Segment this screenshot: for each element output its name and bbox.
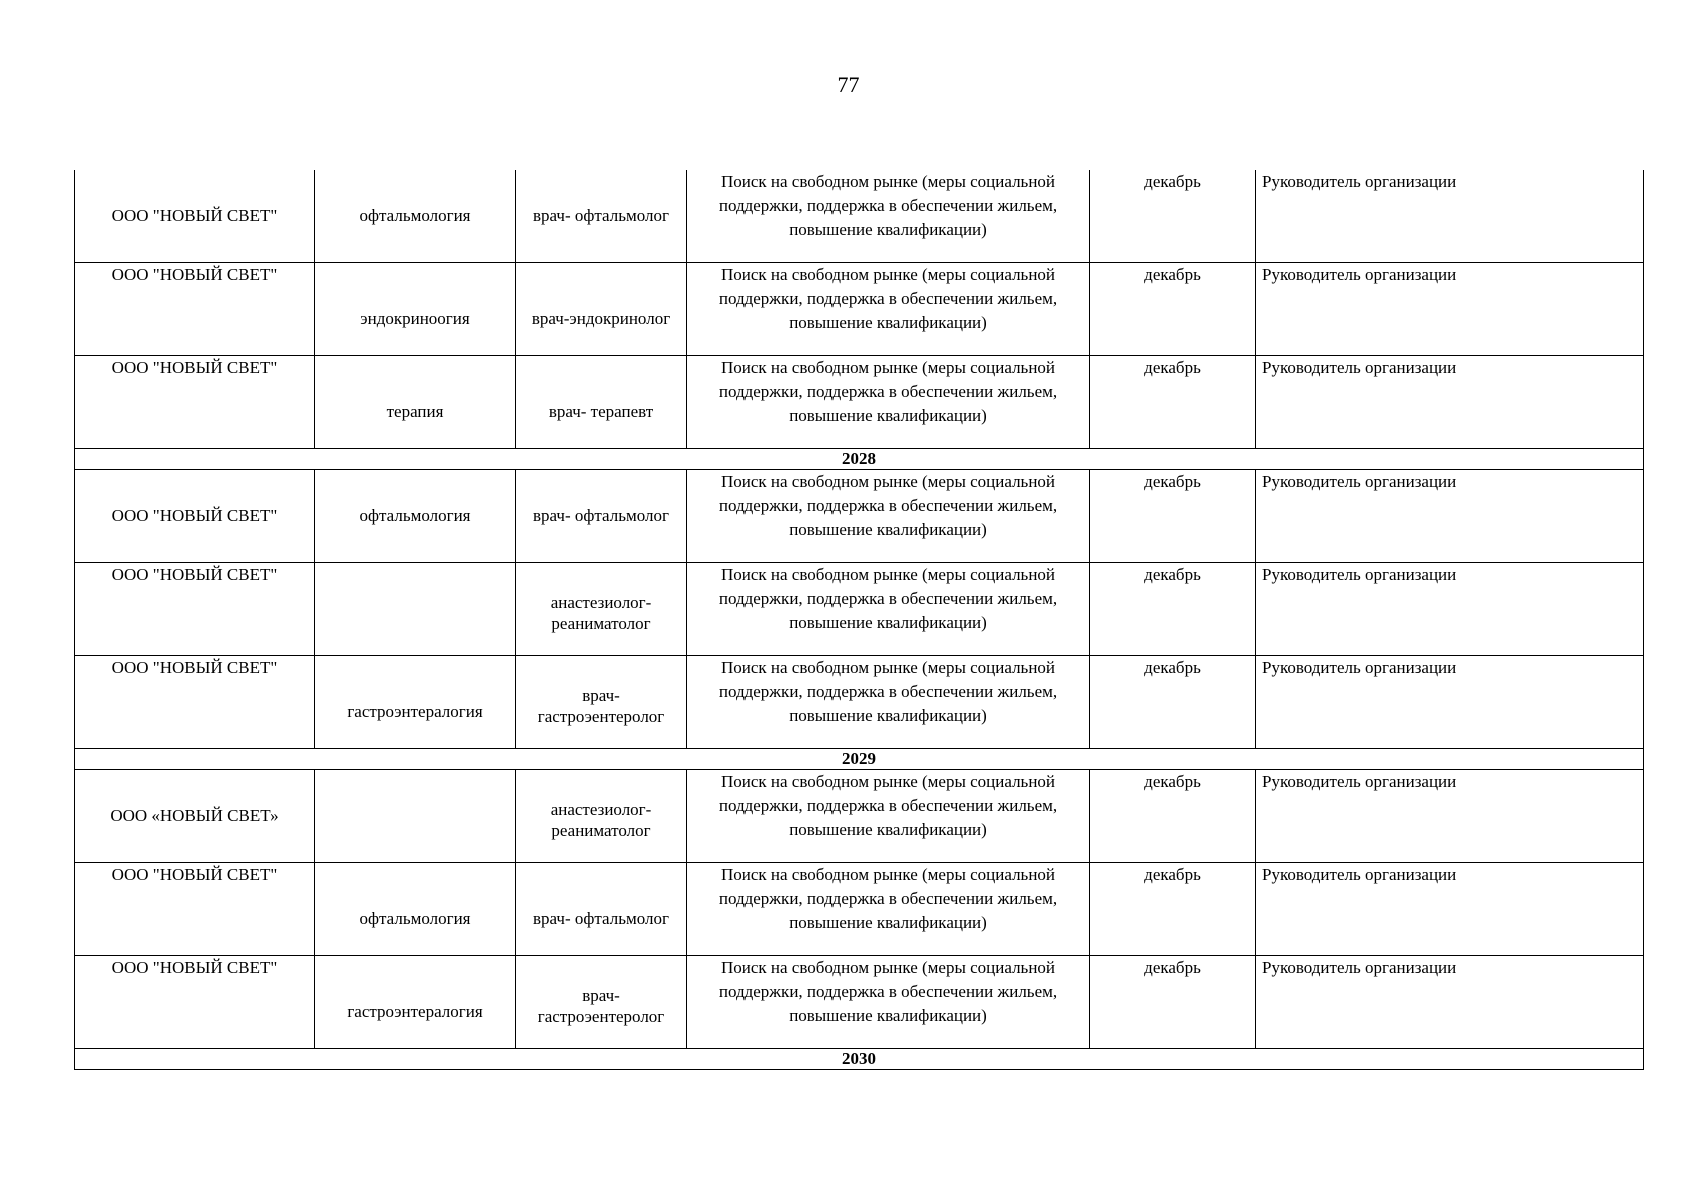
specialty-cell [315, 470, 516, 563]
position-cell [516, 770, 687, 863]
specialty-cell [315, 263, 516, 356]
position-cell [516, 863, 687, 956]
table-row [75, 563, 1644, 656]
responsible-cell: Руководитель организации [1256, 656, 1644, 749]
table-row [75, 656, 1644, 749]
position-text: врач- терапевт [548, 402, 654, 421]
measure-cell: Поиск на свободном рынке (меры социальной поддержки, поддержка в обеспечении жильем, повышение квалификации) [687, 170, 1090, 263]
position-cell [516, 470, 687, 563]
position-cell [516, 956, 687, 1049]
position-cell [516, 170, 687, 263]
measure-cell: Поиск на свободном рынке (меры социальной поддержки, поддержка в обеспечении жильем, повышение квалификации) [687, 263, 1090, 356]
year-row [75, 749, 1644, 770]
term-cell: декабрь [1090, 356, 1256, 449]
term-cell: декабрь [1090, 170, 1256, 263]
organization-cell: ООО "НОВЫЙ СВЕТ" [75, 563, 315, 656]
specialty-text: эндокриноогия [360, 309, 470, 328]
table-row [75, 263, 1644, 356]
term-cell: декабрь [1090, 656, 1256, 749]
specialty-text: офтальмология [359, 909, 471, 928]
position-line: анастезиолог- [550, 593, 652, 612]
position-line: врач- [582, 686, 620, 705]
term-cell: декабрь [1090, 470, 1256, 563]
responsible-cell: Руководитель организации [1256, 863, 1644, 956]
position-line: гастроэентеролог [537, 707, 665, 726]
organization-cell: ООО "НОВЫЙ СВЕТ" [75, 356, 315, 449]
year-label: 2029 [75, 749, 1644, 770]
organization-cell: ООО "НОВЫЙ СВЕТ" [75, 956, 315, 1049]
measure-cell: Поиск на свободном рынке (меры социальной поддержки, поддержка в обеспечении жильем, повышение квалификации) [687, 656, 1090, 749]
position-cell [516, 356, 687, 449]
specialty-cell [315, 956, 516, 1049]
position-line: реаниматолог [551, 821, 651, 840]
measure-cell: Поиск на свободном рынке (меры социальной поддержки, поддержка в обеспечении жильем, повышение квалификации) [687, 563, 1090, 656]
position-line: анастезиолог- [550, 800, 652, 819]
specialty-text: гастроэнтералогия [347, 1002, 483, 1021]
specialty-text: гастроэнтералогия [347, 702, 483, 721]
staffing-plan-table [74, 170, 1644, 1070]
term-cell: декабрь [1090, 863, 1256, 956]
page-number: 77 [837, 72, 860, 97]
organization-cell: ООО «НОВЫЙ СВЕТ» [75, 770, 315, 863]
specialty-cell [315, 770, 516, 863]
position-text: врач- офтальмолог [533, 206, 669, 225]
table-row [75, 170, 1644, 263]
responsible-cell: Руководитель организации [1256, 563, 1644, 656]
position-cell [516, 563, 687, 656]
term-cell: декабрь [1090, 263, 1256, 356]
year-label: 2030 [75, 1049, 1644, 1070]
table-row [75, 956, 1644, 1049]
responsible-cell: Руководитель организации [1256, 170, 1644, 263]
term-cell: декабрь [1090, 956, 1256, 1049]
measure-cell: Поиск на свободном рынке (меры социальной поддержки, поддержка в обеспечении жильем, повышение квалификации) [687, 770, 1090, 863]
organization-cell: ООО "НОВЫЙ СВЕТ" [75, 470, 315, 563]
responsible-cell: Руководитель организации [1256, 770, 1644, 863]
measure-cell: Поиск на свободном рынке (меры социальной поддержки, поддержка в обеспечении жильем, повышение квалификации) [687, 356, 1090, 449]
position-cell [516, 656, 687, 749]
table-row [75, 770, 1644, 863]
year-row [75, 449, 1644, 470]
organization-cell: ООО "НОВЫЙ СВЕТ" [75, 263, 315, 356]
responsible-cell: Руководитель организации [1256, 470, 1644, 563]
measure-cell: Поиск на свободном рынке (меры социальной поддержки, поддержка в обеспечении жильем, повышение квалификации) [687, 470, 1090, 563]
term-cell: декабрь [1090, 770, 1256, 863]
responsible-cell: Руководитель организации [1256, 356, 1644, 449]
measure-cell: Поиск на свободном рынке (меры социальной поддержки, поддержка в обеспечении жильем, повышение квалификации) [687, 863, 1090, 956]
year-row [75, 1049, 1644, 1070]
organization-cell: ООО "НОВЫЙ СВЕТ" [75, 863, 315, 956]
position-cell [516, 263, 687, 356]
organization-cell: ООО "НОВЫЙ СВЕТ" [75, 170, 315, 263]
year-label: 2028 [75, 449, 1644, 470]
position-text: врач- офтальмолог [533, 909, 669, 928]
specialty-text: терапия [386, 402, 444, 421]
position-line: врач- [582, 986, 620, 1005]
position-text: врач- офтальмолог [533, 506, 669, 525]
specialty-text: офтальмология [359, 506, 471, 525]
position-line: реаниматолог [551, 614, 651, 633]
measure-cell: Поиск на свободном рынке (меры социальной поддержки, поддержка в обеспечении жильем, повышение квалификации) [687, 956, 1090, 1049]
organization-cell: ООО "НОВЫЙ СВЕТ" [75, 656, 315, 749]
position-line: гастроэентеролог [537, 1007, 665, 1026]
specialty-cell [315, 863, 516, 956]
specialty-text: офтальмология [359, 206, 471, 225]
table-row [75, 470, 1644, 563]
table-row [75, 356, 1644, 449]
responsible-cell: Руководитель организации [1256, 263, 1644, 356]
specialty-cell [315, 656, 516, 749]
specialty-cell [315, 170, 516, 263]
responsible-cell: Руководитель организации [1256, 956, 1644, 1049]
specialty-cell [315, 356, 516, 449]
specialty-cell [315, 563, 516, 656]
position-text: врач-эндокринолог [531, 309, 671, 328]
term-cell: декабрь [1090, 563, 1256, 656]
table-row [75, 863, 1644, 956]
